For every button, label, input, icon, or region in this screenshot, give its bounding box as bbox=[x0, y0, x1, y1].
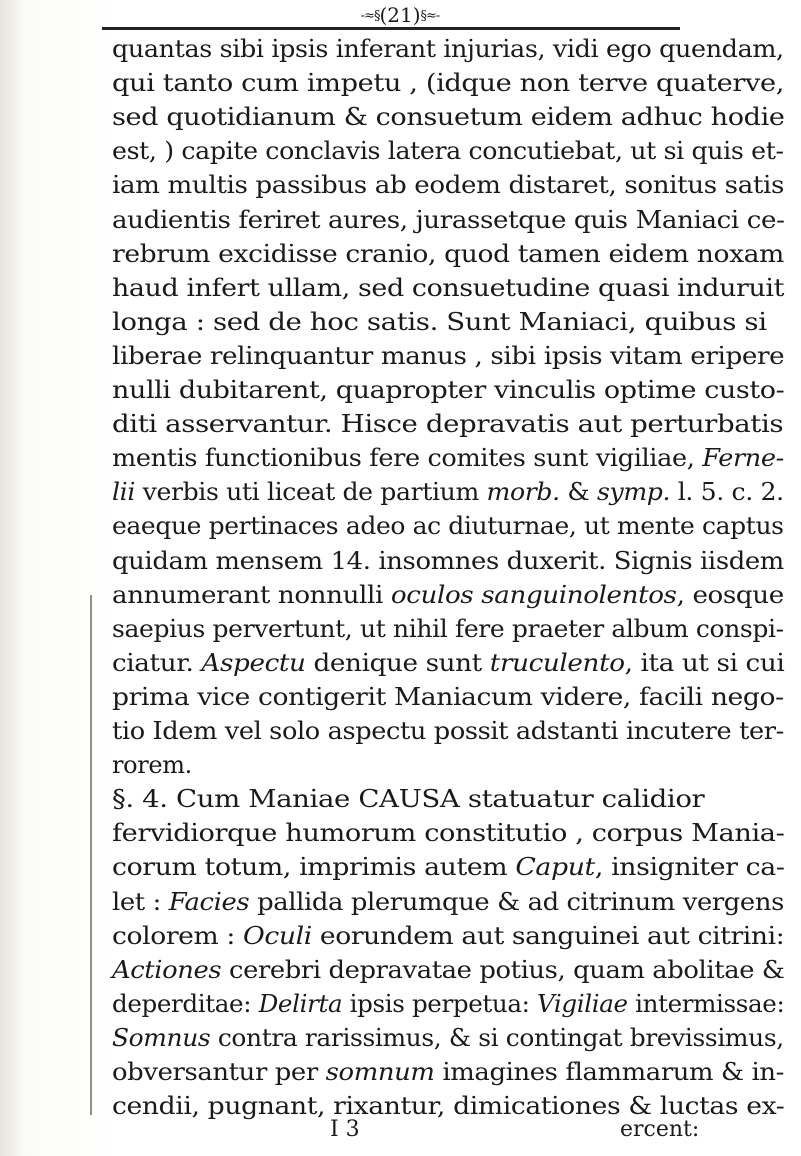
margin-line bbox=[90, 595, 92, 1115]
text-line: rebrum excidisse cranio, quod tamen eidem noxam bbox=[112, 239, 784, 268]
text-line: qui tanto cum impetu , (idque non terve quaterve, bbox=[112, 69, 784, 98]
text-line: tio Idem vel solo aspectu possit adstanti incutere ter- bbox=[112, 717, 784, 745]
text-line: corum totum, imprimis autem Caput, insigniter ca- bbox=[112, 853, 785, 882]
text-line: Somnus contra rarissimus, & si contingat brevissimus, bbox=[112, 1023, 784, 1052]
catchword: ercent: bbox=[620, 1117, 700, 1142]
text-line: §. 4. Cum Maniae CAUSA statuatur calidior bbox=[112, 785, 705, 814]
page-header bbox=[340, 4, 460, 26]
page-number: (21) bbox=[379, 3, 421, 27]
text-line: audientis feriret aures, jurassetque quis Maniaci ce- bbox=[112, 205, 785, 234]
left-ornament: -≈§ bbox=[360, 8, 380, 24]
text-line: sed quotidianum & consuetum eidem adhuc hodie bbox=[112, 103, 785, 132]
text-line: liberae relinquantur manus , sibi ipsis vitam eripere bbox=[112, 341, 785, 370]
text-line: longa : sed de hoc satis. Sunt Maniaci, quibus si bbox=[112, 307, 767, 336]
text-line: eaeque pertinaces adeo ac diuturnae, ut mente captus bbox=[112, 512, 784, 541]
header-rule bbox=[102, 27, 680, 30]
text-line: Actiones cerebri depravatae potius, quam abolitae & bbox=[112, 955, 785, 984]
text-line: nulli dubitarent, quapropter vinculis optime custo- bbox=[112, 376, 785, 404]
gutter-shadow bbox=[0, 0, 22, 1156]
text-line: rorem. bbox=[112, 751, 192, 780]
text-line: saepius pervertunt, ut nihil fere praeter album conspi- bbox=[112, 614, 784, 643]
text-line: quantas sibi ipsis inferant injurias, vidi ego quendam, bbox=[112, 35, 784, 63]
text-line: annumerant nonnulli oculos sanguinolentos, eosque bbox=[112, 580, 784, 609]
text-line: deperditae: Delirta ipsis perpetua: Vigiliae intermissae: bbox=[112, 989, 785, 1018]
text-line: diti asservantur. Hisce depravatis aut perturbatis bbox=[112, 410, 784, 439]
text-line: est, ) capite conclavis latera concutiebat, ut si quis et- bbox=[112, 137, 784, 166]
text-line: obversantur per somnum imagines flammarum & in- bbox=[112, 1058, 785, 1086]
text-line: cendii, pugnant, rixantur, dimicationes & luctas ex- bbox=[112, 1092, 785, 1121]
text-line: prima vice contigerit Maniacum videre, facili nego- bbox=[112, 682, 784, 711]
text-line: colorem : Oculi eorundem aut sanguinei aut citrini: bbox=[112, 921, 785, 950]
text-line: ciatur. Aspectu denique sunt truculento, ita ut si cui bbox=[112, 648, 785, 677]
text-line: haud infert ullam, sed consuetudine quasi induruit bbox=[112, 273, 785, 302]
text-line: fervidiorque humorum constitutio , corpus Mania- bbox=[112, 819, 785, 848]
text-line: iam multis passibus ab eodem distaret, sonitus satis bbox=[112, 171, 785, 200]
text-line: lii verbis uti liceat de partium morb. & symp. l. 5. c. 2. bbox=[112, 478, 784, 507]
right-ornament: §≈- bbox=[420, 8, 440, 24]
text-line: mentis functionibus fere comites sunt vigiliae, Ferne- bbox=[112, 444, 784, 473]
text-line: quidam mensem 14. insomnes duxerit. Signis iisdem bbox=[112, 546, 784, 575]
signature-mark: I 3 bbox=[330, 1117, 360, 1142]
text-line: let : Facies pallida plerumque & ad citrinum vergens bbox=[112, 887, 784, 916]
